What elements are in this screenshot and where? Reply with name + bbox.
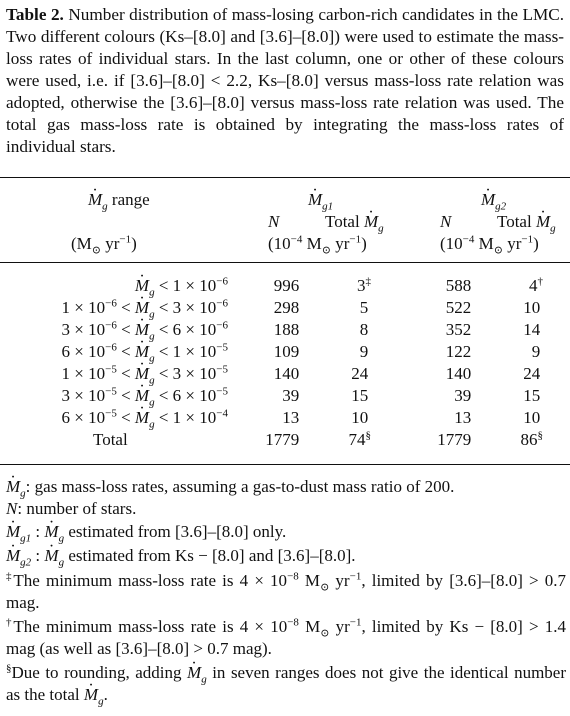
bottom-rule — [0, 464, 570, 465]
n1-cell: 13 — [282, 408, 300, 427]
n1-cell: 188 — [273, 320, 300, 339]
footnote-g1: · $M_{g1}$ : · $M_g$ estimated from [3.6]–[8.0] only. — [6, 521, 566, 543]
range-cell: $6 \times 10^{-5}$ < · $M_g < 1 \times 10^{-4}$ — [62, 408, 228, 428]
range-cell: $3 \times 10^{-5}$ < · $M_g < 6 \times 10^{-5}$ — [62, 386, 228, 406]
n1-cell: 996 — [273, 276, 300, 295]
total2-cell: 15 — [523, 386, 541, 405]
total-header-2: Total · $M_g$ — [497, 212, 556, 232]
header-rule — [0, 262, 570, 263]
range-header: · $M_g$ range — [88, 190, 150, 210]
total-n1: 1779 — [265, 430, 300, 449]
n2-cell: 140 — [445, 364, 472, 383]
n2-cell: 39 — [454, 386, 472, 405]
n1-cell: 140 — [273, 364, 300, 383]
n-header-2: N — [440, 212, 452, 231]
n2-cell: 122 — [445, 342, 472, 361]
n1-cell: 39 — [282, 386, 300, 405]
total-t1: 74§ — [348, 429, 371, 449]
caption-label: Table 2. — [6, 5, 64, 24]
total1-cell: 15 — [351, 386, 369, 405]
total2-cell: 24 — [523, 364, 541, 383]
footnote-mdot: · $M_g$: gas mass-loss rates, assuming a gas-to-dust mass ratio of 200. — [6, 476, 566, 498]
n1-cell: 109 — [273, 342, 300, 361]
n2-cell: 588 — [445, 276, 472, 295]
total2-cell: 14 — [523, 320, 541, 339]
total-t2: 86§ — [520, 429, 543, 449]
range-cell: $1 \times 10^{-5}$ < · $M_g < 3 \times 10^{-5}$ — [62, 364, 228, 384]
footnote-section: §Due to rounding, adding · $M_g$ in seven ranges does not give the identical number as the total · $M_g$. — [6, 662, 566, 706]
footnote-n: N: number of stars. — [6, 499, 137, 518]
top-rule — [0, 177, 570, 178]
total1-cell: 3‡ — [357, 275, 371, 295]
total2-cell: 4† — [529, 275, 543, 295]
total2-cell: 10 — [523, 408, 541, 427]
unit-header-2: ($10^{-4}$ $M_⊙$ $yr^{-1}$) — [440, 233, 539, 257]
total1-cell: 10 — [351, 408, 369, 427]
range-cell: $6 \times 10^{-6}$ < · $M_g < 1 \times 10^{-5}$ — [62, 342, 228, 362]
n2-cell: 522 — [445, 298, 472, 317]
footnote-dagger: †The minimum mass-loss rate is $4 \times 10^{-8}$ $M_⊙$ $yr^{-1}$, limited by Ks − [8.0] > 1.4 mag (as well as [3.6]–[8.0] > 0.7 mag). — [6, 616, 566, 658]
n-header-1: N — [268, 212, 280, 231]
unit-header-1: ($10^{-4}$ $M_⊙$ $yr^{-1}$) — [268, 233, 367, 257]
total1-cell: 5 — [359, 298, 369, 317]
caption-text: Number distribution of mass-losing carbon-rich candidates in the LMC. Two different colours (Ks–[8.0] and [3.6]–[8.0]) were used to estimate the mass-loss rates of individual stars. In the last column, one or other of these colours were used, i.e. if [3.6]–[8.0] < 2.2, Ks–[8.0] versus mass-loss rate relation was adopted, otherwise the [3.6]–[8.0] versus mass-loss rate relation was used. The total gas mass-loss rate is obtained by integrating the mass-loss rates of individual stars. — [6, 5, 564, 156]
total1-cell: 8 — [359, 320, 369, 339]
footnote-g2: · $M_{g2}$ : · $M_g$ estimated from Ks − [8.0] and [3.6]–[8.0]. — [6, 545, 566, 567]
table-caption — [6, 4, 564, 158]
range-unit-header: ($M_⊙$ $yr^{-1}$) — [71, 233, 137, 257]
total-label: Total — [93, 430, 128, 449]
range-cell: $3 \times 10^{-6}$ < · $M_g < 6 \times 10^{-6}$ — [62, 320, 228, 340]
n1-cell: 298 — [273, 298, 300, 317]
range-cell: $1 \times 10^{-6}$ < · $M_g < 3 \times 10^{-6}$ — [62, 298, 228, 318]
total1-cell: 24 — [351, 364, 369, 383]
g1-header: · $M_{g1}$ — [308, 190, 333, 210]
total2-cell: 10 — [523, 298, 541, 317]
range-cell: · $M_g < 1 \times 10^{-6}$ — [135, 276, 228, 296]
total2-cell: 9 — [531, 342, 541, 361]
total1-cell: 9 — [359, 342, 369, 361]
total-header-1: Total · $M_g$ — [325, 212, 384, 232]
g2-header: · $M_{g2}$ — [481, 190, 506, 210]
footnote-double-dagger: ‡The minimum mass-loss rate is $4 \times 10^{-8}$ $M_⊙$ $yr^{-1}$, limited by [3.6]–[8.0] > 0.7 mag. — [6, 570, 566, 612]
total-n2: 1779 — [437, 430, 472, 449]
n2-cell: 352 — [445, 320, 472, 339]
n2-cell: 13 — [454, 408, 472, 427]
